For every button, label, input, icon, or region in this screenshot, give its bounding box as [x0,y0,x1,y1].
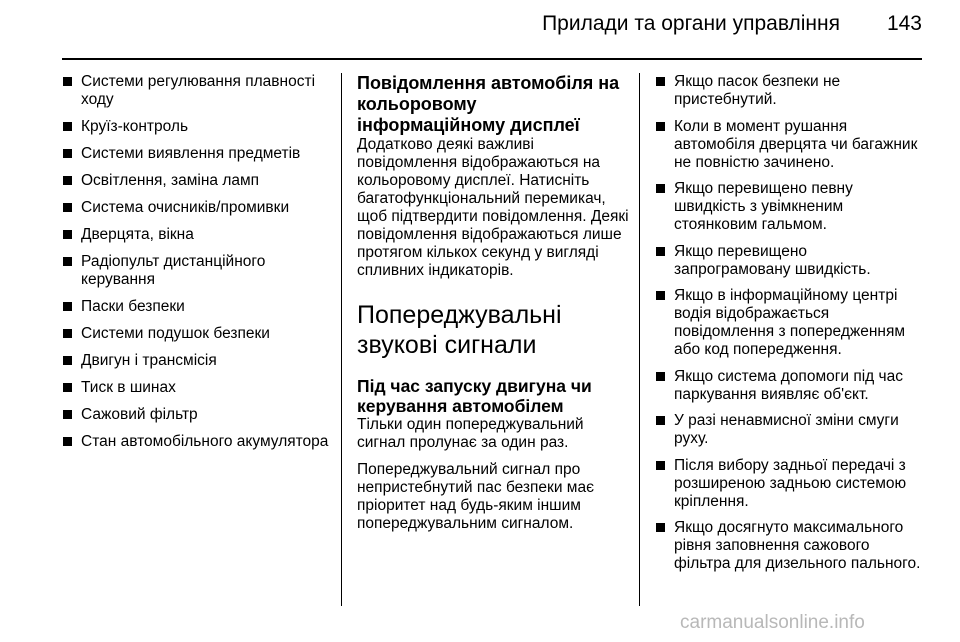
list-item: Коли в момент рушання автомобіля дверцята чи багажник не повністю зачинено. [655,118,925,172]
chime-conditions-list [655,73,925,573]
section-heading-warning-chimes: Попереджувальні звукові сигнали [357,301,562,359]
list-item: Якщо досягнуто максимального рівня заповнення сажового фільтра для дизельного пального. [655,519,925,573]
list-item: Після вибору задньої передачі з розширеною задньою системою кріплення. [655,457,925,511]
column-2 [357,73,629,533]
page-header-title: Прилади та органи управління [542,12,840,35]
list-item: Системи подушок безпеки [62,325,330,343]
list-item: Дверцята, вікна [62,226,330,244]
list-item: Сажовий фільтр [62,406,330,424]
column-3 [655,73,925,582]
paragraph-seatbelt-priority: Попереджувальний сигнал про непристебнутий пас безпеки має пріоритет над будь-яким іншим попереджувальним сигналом. [357,461,594,532]
list-item: Радіопульт дистанційного керування [62,253,330,289]
list-item: Якщо перевищено певну швидкість з увімкненим стоянковим гальмом. [655,180,925,234]
topic-list [62,73,330,451]
list-item: Паски безпеки [62,298,330,316]
column-1 [62,73,330,460]
list-item: Стан автомобільного акумулятора [62,433,330,451]
list-item: Якщо пасок безпеки не пристебнутий. [655,73,925,109]
list-item: Якщо перевищено запрограмовану швидкість. [655,243,925,279]
column-divider-1 [341,73,342,606]
list-item: Якщо в інформаційному центрі водія відображається повідомлення з попередженням або код попередження. [655,287,925,359]
list-item: Якщо система допомоги під час паркування виявляє об'єкт. [655,368,925,404]
list-item: Система очисників/промивки [62,199,330,217]
subheading-engine-start: Під час запуску двигуна чи керування автомобілем [357,376,592,416]
section-heading-messages: Повідомлення автомобіля на кольоровому інформаційному дисплеї [357,73,620,135]
header-divider [62,58,922,60]
watermark: carmanualsonline.info [680,612,865,633]
list-item: Двигун і трансмісія [62,352,330,370]
paragraph-one-chime: Тільки один попереджувальний сигнал пролунає за один раз. [357,416,584,451]
paragraph-messages: Додатково деякі важливі повідомлення відображаються на кольоровому дисплеї. Натисніть багатофункціональний перемикач, щоб підтвердити повідомлення. Деякі повідомлення відображаються лише протягом кількох секунд у вигляді спливних індикаторів. [357,136,629,279]
list-item: У разі ненавмисної зміни смуги руху. [655,412,925,448]
list-item: Освітлення, заміна ламп [62,172,330,190]
list-item: Тиск в шинах [62,379,330,397]
list-item: Системи регулювання плавності ходу [62,73,330,109]
list-item: Системи виявлення предметів [62,145,330,163]
page-number: 143 [886,12,922,35]
column-divider-2 [639,73,640,606]
list-item: Круїз-контроль [62,118,330,136]
